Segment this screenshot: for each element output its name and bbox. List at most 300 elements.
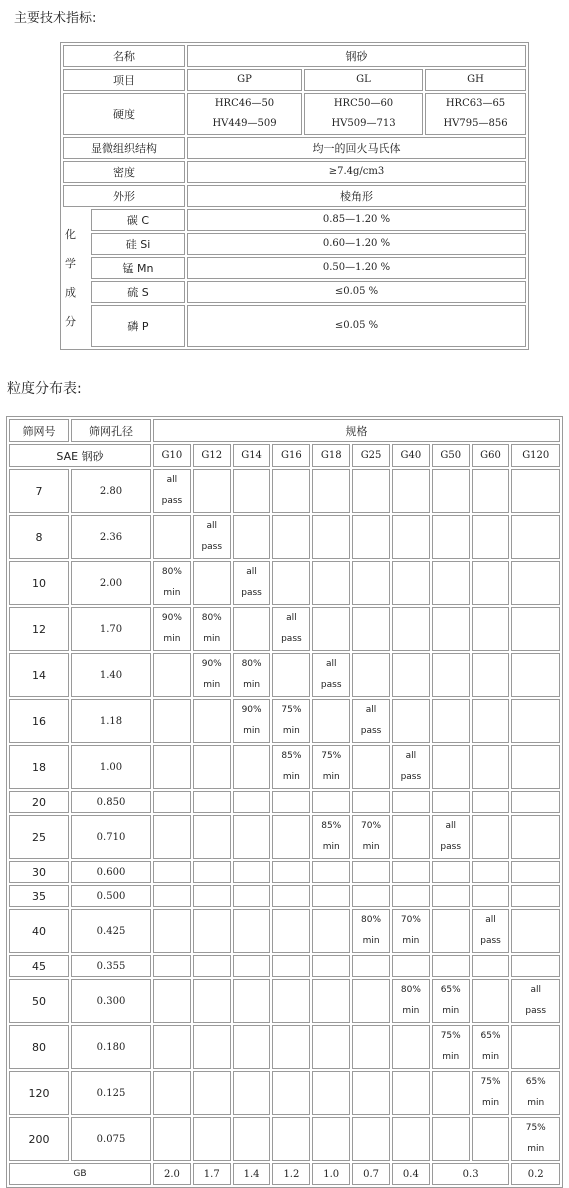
grade-cell — [272, 515, 310, 559]
grade-cell — [432, 815, 470, 859]
sieve-number: 10 — [9, 561, 69, 605]
cell-line-1: 75% — [321, 751, 342, 761]
grade-cell — [272, 861, 310, 883]
cell-line-1: 80% — [201, 613, 222, 623]
grade-cell — [392, 955, 430, 977]
cell-line-1: 65% — [440, 985, 461, 995]
grade-cell — [312, 909, 350, 953]
cell-line-1: 70% — [361, 821, 382, 831]
grade-cell — [392, 791, 430, 813]
cell-line-2: min — [527, 1144, 545, 1154]
grade-cell — [511, 885, 560, 907]
grade-cell — [352, 979, 390, 1023]
microstructure-value: 均一的回火马氏体 — [187, 137, 526, 159]
table-row — [9, 653, 560, 697]
grade-cell — [312, 607, 350, 651]
grade-cell — [272, 791, 310, 813]
cell-line-2: min — [527, 1098, 545, 1108]
grade-cell — [153, 745, 191, 789]
cell-line-1: all — [286, 613, 297, 623]
grade-cell — [392, 607, 430, 651]
sulfur-value: ≤0.05 % — [187, 281, 526, 303]
gb-label: GB — [9, 1163, 151, 1185]
grade-cell — [193, 1117, 231, 1161]
hardness-gl — [304, 93, 423, 135]
grade-cell — [472, 561, 510, 605]
sieve-number: 12 — [9, 607, 69, 651]
grade-cell — [312, 469, 350, 513]
grade-cell — [153, 469, 191, 513]
technical-specs-table — [60, 42, 529, 350]
aperture-size: 2.00 — [71, 561, 151, 605]
grade-cell — [511, 791, 560, 813]
sieve-number: 14 — [9, 653, 69, 697]
cell-line-1: 80% — [161, 567, 182, 577]
cell-line-2: min — [402, 936, 420, 946]
gb-value: 2.0 — [153, 1163, 191, 1185]
grade-header: G16 — [272, 444, 310, 467]
grade-cell — [153, 561, 191, 605]
cell-line-2: pass — [360, 726, 382, 736]
aperture-size: 0.180 — [71, 1025, 151, 1069]
cell-line-2: min — [442, 1006, 460, 1016]
table-row — [9, 909, 560, 953]
grade-cell — [511, 745, 560, 789]
table-row — [9, 861, 560, 883]
cell-line-1: all — [445, 821, 456, 831]
cell-line-1: 85% — [281, 751, 302, 761]
table-row — [9, 1117, 560, 1161]
table-row — [9, 979, 560, 1023]
grade-cell — [312, 699, 350, 743]
cell-line-1: 80% — [241, 659, 262, 669]
manganese-value: 0.50—1.20 % — [187, 257, 526, 279]
grade-cell — [352, 815, 390, 859]
gb-value: 1.7 — [193, 1163, 231, 1185]
chem-char: 化 — [65, 228, 76, 241]
aperture-size: 0.710 — [71, 815, 151, 859]
table-row — [9, 1025, 560, 1069]
grade-cell — [432, 607, 470, 651]
grade-cell — [432, 1117, 470, 1161]
grade-cell — [432, 1071, 470, 1115]
grade-cell — [233, 561, 271, 605]
grade-cell — [432, 791, 470, 813]
grade-cell — [153, 1025, 191, 1069]
aperture-size: 1.00 — [71, 745, 151, 789]
grain-distribution-heading: 粒度分布表: — [7, 381, 82, 397]
grade-cell — [472, 885, 510, 907]
gb-value: 0.2 — [511, 1163, 560, 1185]
cell-line-2: min — [402, 1006, 420, 1016]
grade-cell — [472, 815, 510, 859]
grade-cell — [392, 885, 430, 907]
grade-cell — [272, 979, 310, 1023]
cell-line-2: min — [442, 1052, 460, 1062]
grade-cell — [352, 885, 390, 907]
spec-header: 规格 — [153, 419, 560, 442]
grade-cell — [153, 979, 191, 1023]
grade-cell — [472, 1071, 510, 1115]
element-carbon: 碳 C — [91, 209, 185, 231]
grade-cell — [193, 607, 231, 651]
grade-cell — [272, 1117, 310, 1161]
hardness-hrc: HRC63—65 — [445, 98, 506, 109]
grade-cell — [312, 1025, 350, 1069]
grade-cell — [392, 699, 430, 743]
table-row — [9, 955, 560, 977]
grade-cell — [511, 1025, 560, 1069]
cell-line-1: 65% — [525, 1077, 546, 1087]
sieve-number: 50 — [9, 979, 69, 1023]
grade-header: G120 — [511, 444, 560, 467]
grade-cell — [193, 791, 231, 813]
cell-line-2: pass — [525, 1006, 547, 1016]
grade-cell — [352, 909, 390, 953]
grade-cell — [153, 515, 191, 559]
grade-cell — [352, 861, 390, 883]
gb-row — [9, 1163, 560, 1185]
cell-line-2: min — [243, 680, 261, 690]
table-row — [63, 161, 526, 183]
cell-line-1: 90% — [241, 705, 262, 715]
grade-cell — [272, 1025, 310, 1069]
sieve-number: 120 — [9, 1071, 69, 1115]
cell-line-1: 80% — [400, 985, 421, 995]
grade-cell — [153, 791, 191, 813]
silicon-value: 0.60—1.20 % — [187, 233, 526, 255]
grade-cell — [153, 607, 191, 651]
hardness-gh — [425, 93, 526, 135]
cell-line-2: pass — [161, 496, 183, 506]
aperture-size: 0.425 — [71, 909, 151, 953]
chemical-composition-label — [63, 209, 89, 347]
grade-cell — [472, 1025, 510, 1069]
element-silicon: 硅 Si — [91, 233, 185, 255]
grade-cell — [153, 955, 191, 977]
grade-cell — [432, 469, 470, 513]
grade-cell — [272, 909, 310, 953]
grade-cell — [472, 861, 510, 883]
grade-cell — [312, 515, 350, 559]
grade-cell — [233, 607, 271, 651]
table-row — [63, 93, 526, 135]
grade-cell — [352, 791, 390, 813]
aperture-size: 0.075 — [71, 1117, 151, 1161]
grade-cell — [432, 885, 470, 907]
grade-header: G25 — [352, 444, 390, 467]
grade-cell — [511, 699, 560, 743]
grade-cell — [272, 699, 310, 743]
grade-cell — [432, 1025, 470, 1069]
grade-cell — [312, 955, 350, 977]
grade-cell — [352, 561, 390, 605]
grade-cell — [233, 745, 271, 789]
cell-line-2: pass — [480, 936, 501, 946]
aperture-size: 1.70 — [71, 607, 151, 651]
grade-cell — [472, 1117, 510, 1161]
grade-cell — [511, 909, 560, 953]
cell-line-2: min — [282, 726, 300, 736]
aperture-size: 0.600 — [71, 861, 151, 883]
grade-cell — [312, 791, 350, 813]
sieve-number: 20 — [9, 791, 69, 813]
grade-cell — [432, 699, 470, 743]
grade-cell — [511, 1071, 560, 1115]
name-label: 名称 — [63, 45, 185, 67]
cell-line-2: min — [322, 842, 340, 852]
cell-line-1: 75% — [281, 705, 302, 715]
grade-cell — [432, 653, 470, 697]
table-row — [63, 281, 526, 303]
sieve-number: 18 — [9, 745, 69, 789]
sieve-number: 80 — [9, 1025, 69, 1069]
grade-cell — [193, 861, 231, 883]
sieve-number: 45 — [9, 955, 69, 977]
sieve-number: 30 — [9, 861, 69, 883]
grain-size-table — [6, 416, 563, 1188]
grade-cell — [193, 955, 231, 977]
grade-cell — [272, 561, 310, 605]
aperture-size: 0.300 — [71, 979, 151, 1023]
cell-line-2: min — [362, 842, 380, 852]
grade-cell — [312, 979, 350, 1023]
cell-line-1: 80% — [361, 915, 382, 925]
grade-cell — [472, 469, 510, 513]
grade-cell — [392, 1025, 430, 1069]
grade-cell — [193, 469, 231, 513]
grade-cell — [193, 515, 231, 559]
grade-cell — [352, 745, 390, 789]
grade-cell — [233, 815, 271, 859]
grade-cell — [352, 515, 390, 559]
cell-line-2: min — [243, 726, 261, 736]
table-row — [63, 305, 526, 347]
grade-cell — [233, 1117, 271, 1161]
grade-cell — [392, 979, 430, 1023]
grade-cell — [392, 469, 430, 513]
grade-cell — [193, 885, 231, 907]
cell-line-1: all — [365, 705, 377, 715]
grade-cell — [511, 515, 560, 559]
table-row — [9, 815, 560, 859]
grade-cell — [312, 885, 350, 907]
cell-line-2: min — [282, 772, 300, 782]
aperture-header: 筛网孔径 — [71, 419, 151, 442]
grade-cell — [472, 699, 510, 743]
grade-cell — [233, 861, 271, 883]
grade-cell — [233, 791, 271, 813]
header-row — [9, 444, 560, 467]
grade-cell — [511, 469, 560, 513]
grade-cell — [352, 955, 390, 977]
grade-header: G60 — [472, 444, 510, 467]
table-row — [63, 69, 526, 91]
gb-value: 0.3 — [432, 1163, 510, 1185]
grade-cell — [153, 1117, 191, 1161]
grade-cell — [511, 979, 560, 1023]
grade-gp: GP — [187, 69, 302, 91]
grade-cell — [233, 653, 271, 697]
gb-value: 0.4 — [392, 1163, 430, 1185]
grade-header: G50 — [432, 444, 470, 467]
grade-cell — [511, 1117, 560, 1161]
shape-label: 外形 — [63, 185, 185, 207]
table-row — [9, 1071, 560, 1115]
table-row — [9, 885, 560, 907]
grade-cell — [432, 515, 470, 559]
table-row — [63, 137, 526, 159]
grade-cell — [312, 1071, 350, 1115]
aperture-size: 0.125 — [71, 1071, 151, 1115]
grade-cell — [193, 653, 231, 697]
grade-cell — [312, 861, 350, 883]
chem-char: 分 — [65, 315, 76, 328]
grade-cell — [272, 745, 310, 789]
grade-cell — [233, 955, 271, 977]
grade-cell — [352, 607, 390, 651]
cell-line-2: min — [203, 680, 221, 690]
grade-cell — [312, 815, 350, 859]
table-row — [9, 515, 560, 559]
grade-cell — [312, 653, 350, 697]
grade-cell — [432, 909, 470, 953]
cell-line-1: all — [206, 521, 217, 531]
hardness-hrc: HRC50—60 — [333, 98, 394, 109]
grade-cell — [272, 885, 310, 907]
sieve-number: 40 — [9, 909, 69, 953]
grade-cell — [472, 979, 510, 1023]
cell-line-1: all — [246, 567, 257, 577]
density-value: ≥7.4g/cm3 — [187, 161, 526, 183]
table-row — [63, 209, 526, 231]
hardness-hv: HV449—509 — [212, 118, 277, 129]
grade-cell — [472, 515, 510, 559]
name-value: 钢砂 — [187, 45, 526, 67]
table-row — [9, 699, 560, 743]
hardness-hrc: HRC46—50 — [214, 98, 275, 109]
gb-value: 1.2 — [272, 1163, 310, 1185]
grade-cell — [193, 979, 231, 1023]
grade-cell — [472, 653, 510, 697]
grade-cell — [392, 861, 430, 883]
cell-line-1: 75% — [480, 1077, 501, 1087]
table-row — [9, 745, 560, 789]
grade-cell — [511, 561, 560, 605]
hardness-hv: HV509—713 — [331, 118, 396, 129]
cell-line-1: all — [485, 915, 496, 925]
aperture-size: 0.355 — [71, 955, 151, 977]
density-label: 密度 — [63, 161, 185, 183]
main-specs-heading: 主要技术指标: — [14, 11, 97, 26]
element-manganese: 锰 Mn — [91, 257, 185, 279]
grade-cell — [511, 653, 560, 697]
hardness-label: 硬度 — [63, 93, 185, 135]
grade-cell — [432, 955, 470, 977]
grade-cell — [193, 815, 231, 859]
grade-cell — [392, 653, 430, 697]
cell-line-2: pass — [241, 588, 262, 598]
table-row — [63, 45, 526, 67]
header-row — [9, 419, 560, 442]
grade-cell — [472, 909, 510, 953]
grade-cell — [392, 815, 430, 859]
cell-line-1: 75% — [440, 1031, 461, 1041]
grade-cell — [153, 699, 191, 743]
gb-value: 0.7 — [352, 1163, 390, 1185]
aperture-size: 1.40 — [71, 653, 151, 697]
cell-line-2: min — [362, 936, 380, 946]
table-row — [63, 257, 526, 279]
cell-line-1: 85% — [321, 821, 342, 831]
grade-cell — [472, 745, 510, 789]
grade-header: G14 — [233, 444, 271, 467]
grade-cell — [392, 745, 430, 789]
aperture-size: 0.850 — [71, 791, 151, 813]
cell-line-1: all — [530, 985, 541, 995]
table-row — [9, 607, 560, 651]
grade-cell — [153, 909, 191, 953]
grade-cell — [472, 955, 510, 977]
aperture-size: 1.18 — [71, 699, 151, 743]
grade-cell — [233, 909, 271, 953]
grade-cell — [312, 1117, 350, 1161]
cell-line-2: min — [482, 1052, 500, 1062]
table-row — [9, 469, 560, 513]
cell-line-1: 75% — [525, 1123, 546, 1133]
hardness-gp — [187, 93, 302, 135]
sae-steel-header: SAE 钢砂 — [9, 444, 151, 467]
element-sulfur: 硫 S — [91, 281, 185, 303]
grade-cell — [272, 1071, 310, 1115]
grade-cell — [233, 979, 271, 1023]
aperture-size: 2.80 — [71, 469, 151, 513]
grade-cell — [392, 1117, 430, 1161]
shape-value: 棱角形 — [187, 185, 526, 207]
sieve-number: 200 — [9, 1117, 69, 1161]
cell-line-2: pass — [201, 542, 223, 552]
grade-cell — [233, 469, 271, 513]
carbon-value: 0.85—1.20 % — [187, 209, 526, 231]
table-row — [63, 185, 526, 207]
grade-cell — [392, 515, 430, 559]
grade-cell — [312, 745, 350, 789]
grade-header: G40 — [392, 444, 430, 467]
grade-cell — [392, 1071, 430, 1115]
grade-header: G18 — [312, 444, 350, 467]
grade-cell — [153, 885, 191, 907]
sieve-number-header: 筛网号 — [9, 419, 69, 442]
grade-cell — [511, 607, 560, 651]
grade-cell — [233, 1025, 271, 1069]
cell-line-1: 90% — [161, 613, 182, 623]
grade-cell — [272, 469, 310, 513]
grade-header: G10 — [153, 444, 191, 467]
cell-line-1: 70% — [400, 915, 421, 925]
grade-cell — [272, 607, 310, 651]
grade-cell — [193, 909, 231, 953]
grade-gl: GL — [304, 69, 423, 91]
grade-gh: GH — [425, 69, 526, 91]
cell-line-2: min — [482, 1098, 500, 1108]
grade-cell — [511, 815, 560, 859]
aperture-size: 0.500 — [71, 885, 151, 907]
grade-cell — [352, 469, 390, 513]
hardness-hv: HV795—856 — [443, 118, 508, 129]
gb-value: 1.4 — [233, 1163, 271, 1185]
cell-line-1: 65% — [480, 1031, 501, 1041]
sieve-number: 25 — [9, 815, 69, 859]
